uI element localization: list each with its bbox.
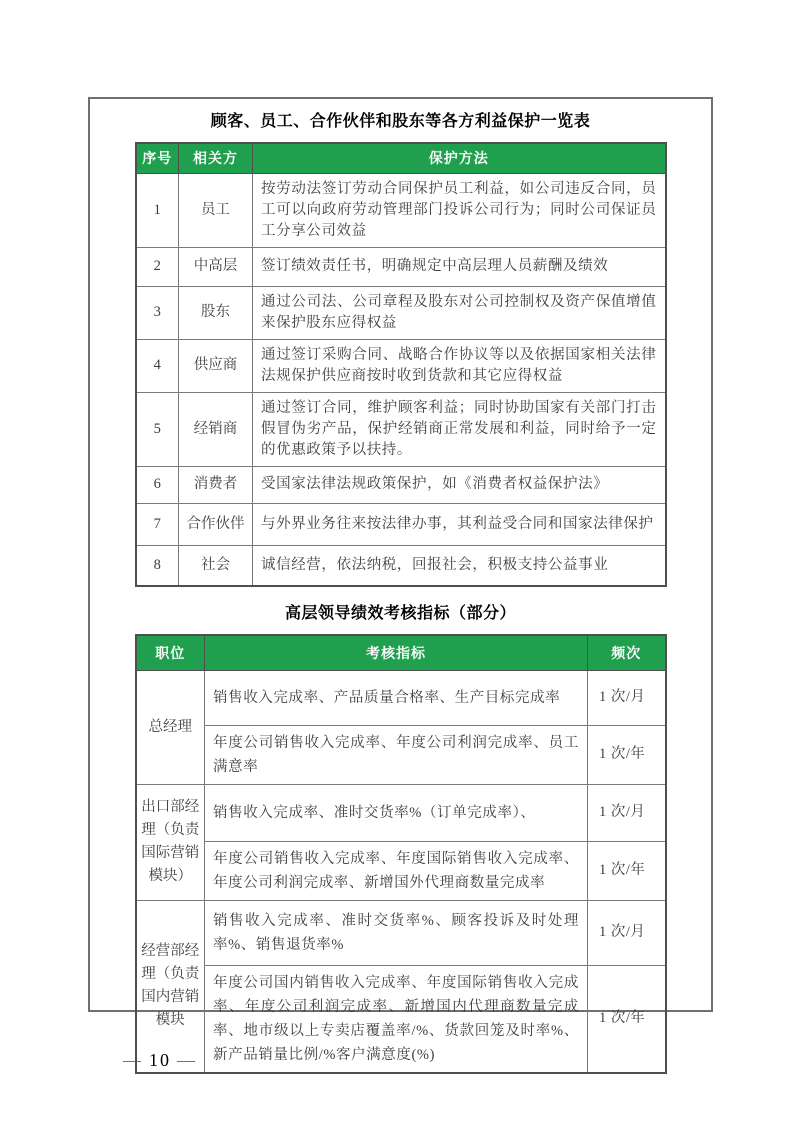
page-footer [117,1050,203,1071]
cell-position: 出口部经理（负责国际营销模块） [136,784,205,900]
cell-indicator: 销售收入完成率、准时交货率%、顾客投诉及时处理率%、销售退货率% [205,900,588,965]
page-number: 10 [149,1050,171,1070]
cell-party: 合作伙伴 [179,503,253,545]
cell-frequency: 1 次/月 [588,784,666,841]
table-row [136,784,666,841]
table-row [136,173,666,247]
stakeholder-table-title: 顾客、员工、合作伙伴和股东等各方利益保护一览表 [210,113,591,130]
cell-index: 7 [136,503,179,545]
cell-frequency: 1 次/年 [588,841,666,900]
cell-index: 6 [136,466,179,503]
footer-dash-right: — [177,1050,197,1070]
cell-party: 员工 [179,173,253,247]
cell-indicator: 年度公司国内销售收入完成率、年度国际销售收入完成率、年度公司利润完成率、新增国内代理商数量完成率、地市级以上专卖店覆盖率/%、货款回笼及时率%、新产品销量比例/%客户满意度(%) [205,965,588,1073]
cell-index: 4 [136,339,179,392]
column-header-index: 序号 [136,143,179,173]
cell-index: 1 [136,173,179,247]
cell-indicator: 年度公司销售收入完成率、年度国际销售收入完成率、年度公司利润完成率、新增国外代理商数量完成率 [205,841,588,900]
cell-party: 消费者 [179,466,253,503]
cell-position: 总经理 [136,670,205,784]
cell-party: 股东 [179,286,253,339]
footer-dash-left: — [123,1050,143,1070]
table-row [136,466,666,503]
table-row [136,286,666,339]
table-row [136,247,666,286]
header-row [136,635,666,670]
stakeholder-table-body [136,173,666,586]
kpi-table [135,634,667,1074]
cell-method: 签订绩效责任书，明确规定中高层理人员薪酬及绩效 [253,247,666,286]
table-row [136,965,666,1073]
cell-method: 与外界业务往来按法律办事，其利益受合同和国家法律保护 [253,503,666,545]
cell-party: 经销商 [179,392,253,466]
table-row [136,392,666,466]
cell-frequency: 1 次/月 [588,900,666,965]
table-row [136,339,666,392]
column-header-method: 保护方法 [253,143,666,173]
kpi-table-body [136,670,666,1073]
cell-indicator: 销售收入完成率、准时交货率%（订单完成率）、 [205,784,588,841]
cell-index: 2 [136,247,179,286]
table-row [136,503,666,545]
cell-method: 诚信经营，依法纳税，回报社会，积极支持公益事业 [253,545,666,586]
header-row [136,143,666,173]
cell-index: 5 [136,392,179,466]
kpi-table-title: 高层领导绩效考核指标（部分） [284,605,516,622]
table-row [136,900,666,965]
cell-frequency: 1 次/年 [588,965,666,1073]
column-header-frequency: 频次 [588,635,666,670]
cell-frequency: 1 次/年 [588,725,666,784]
cell-frequency: 1 次/月 [588,670,666,725]
cell-method: 通过签订采购合同、战略合作协议等以及依据国家相关法律法规保护供应商按时收到货款和其它应得权益 [253,339,666,392]
cell-method: 受国家法律法规政策保护，如《消费者权益保护法》 [253,466,666,503]
cell-method: 通过签订合同，维护顾客利益；同时协助国家有关部门打击假冒伪劣产品，保护经销商正常发展和利益，同时给予一定的优惠政策予以扶持。 [253,392,666,466]
table-row [136,670,666,725]
cell-method: 按劳动法签订劳动合同保护员工利益，如公司违反合同，员工可以向政府劳动管理部门投诉公司行为；同时公司保证员工分享公司效益 [253,173,666,247]
stakeholder-protection-table [135,142,667,587]
table-row [136,725,666,784]
cell-indicator: 年度公司销售收入完成率、年度公司利润完成率、员工满意率 [205,725,588,784]
stakeholder-table-header [136,143,666,173]
table-row [136,841,666,900]
column-header-party: 相关方 [179,143,253,173]
cell-party: 供应商 [179,339,253,392]
cell-indicator: 销售收入完成率、产品质量合格率、生产目标完成率 [205,670,588,725]
table-row [136,545,666,586]
kpi-table-header [136,635,666,670]
column-header-indicator: 考核指标 [205,635,588,670]
cell-index: 3 [136,286,179,339]
cell-party: 社会 [179,545,253,586]
cell-position: 经营部经理（负责国内营销模块 [136,900,205,1073]
column-header-position: 职位 [136,635,205,670]
cell-index: 8 [136,545,179,586]
cell-method: 通过公司法、公司章程及股东对公司控制权及资产保值增值来保护股东应得权益 [253,286,666,339]
cell-party: 中高层 [179,247,253,286]
